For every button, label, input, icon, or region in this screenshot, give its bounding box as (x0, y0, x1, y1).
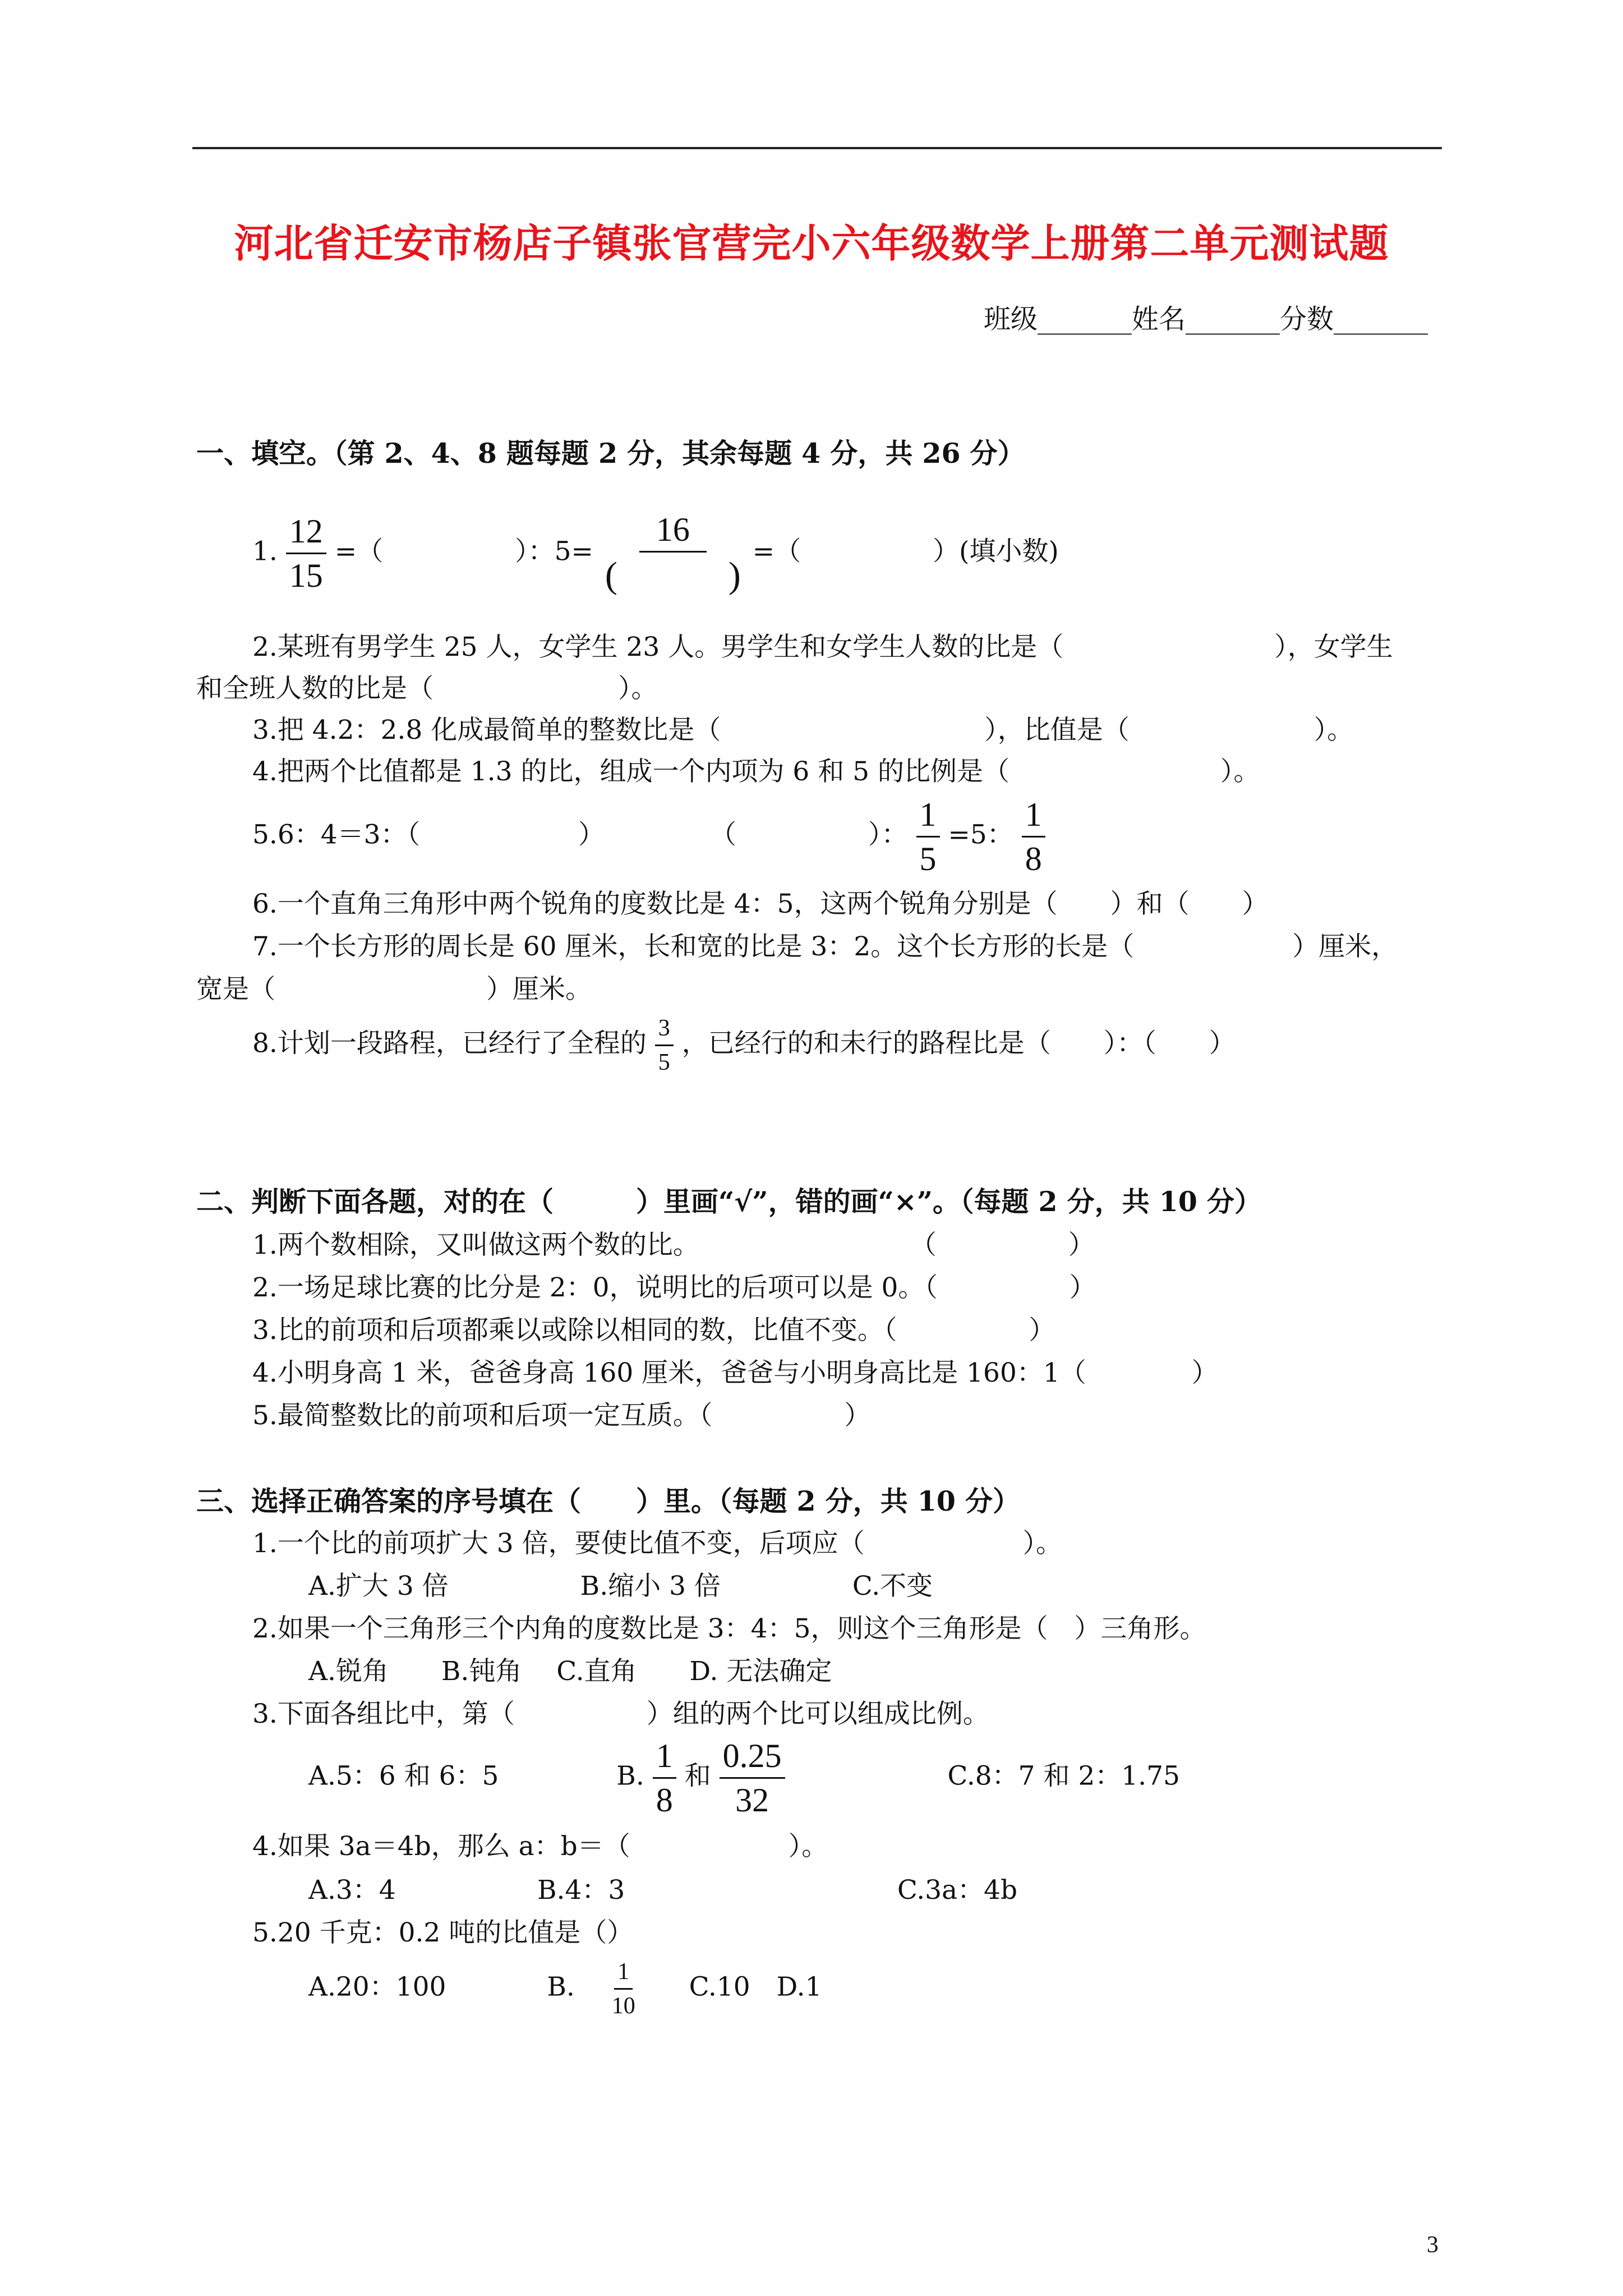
s1-q4: 4.把两个比值都是 1.3 的比，组成一个内项为 6 和 5 的比例是（ ）。 (252, 756, 1260, 787)
page-title: 河北省迁安市杨店子镇张官营完小六年级数学上册第二单元测试题 (234, 220, 1389, 266)
top-rule (192, 147, 1442, 149)
option-b: B. (616, 1760, 644, 1792)
s1-q8-left: 8.计划一段路程，已经行了全程的 (252, 1028, 647, 1059)
fraction-numerator: 1 (916, 798, 940, 838)
fraction-numerator: 16 (639, 513, 707, 553)
option-c-d: C.10 D.1 (689, 1971, 822, 2003)
section-1-heading: 一、填空。（第 2、4、8 题每题 2 分，其余每题 4 分，共 26 分） (196, 437, 1025, 470)
fraction-denominator: 5 (919, 840, 937, 877)
fraction-numerator: 0.25 (720, 1739, 785, 1779)
fraction-numerator: 1 (1022, 798, 1045, 838)
option-b: B. (547, 1971, 575, 2003)
s3-q5-options (308, 1960, 822, 2018)
fraction-denominator: 8 (656, 1782, 673, 1819)
s1-q7-line2: 宽是（ ）厘米。 (196, 974, 592, 1005)
s1-q3: 3.把 4.2：2.8 化成最简单的整数比是（ ），比值是（ ）。 (252, 715, 1354, 746)
s3-q3-options (308, 1739, 1180, 1817)
s1-q7-line1: 7.一个长方形的周长是 60 厘米，长和宽的比是 3：2。这个长方形的长是（ ）厘米， (252, 931, 1398, 962)
s3-q1: 1.一个比的前项扩大 3 倍，要使比值不变，后项应（ ）。 (252, 1528, 1063, 1559)
fraction-numerator: 1 (614, 1960, 633, 1990)
fraction-numerator: 12 (286, 514, 326, 554)
s2-item-3: 3.比的前项和后项都乘以或除以相同的数，比值不变。（ ） (252, 1315, 1055, 1346)
s2-item-1: 1.两个数相除，又叫做这两个数的比。 （ ） (252, 1230, 1095, 1260)
s2-item-5: 5.最简整数比的前项和后项一定互质。（ ） (252, 1400, 871, 1431)
s3-q1-options: A.扩大 3 倍 B.缩小 3 倍 C.不变 (308, 1571, 933, 1602)
s3-q3: 3.下面各组比中，第（ ）组的两个比可以组成比例。 (252, 1699, 989, 1729)
s2-item-2: 2.一场足球比赛的比分是 2：0，说明比的后项可以是 0。（ ） (252, 1272, 1096, 1303)
fraction-3-5 (655, 1016, 674, 1074)
s1-q8 (252, 1016, 1235, 1074)
fraction-denominator: 8 (1025, 840, 1042, 877)
section-2-heading: 二、判断下面各题，对的在（ ）里画“√”，错的画“×”。（每题 2 分，共 10 分） (196, 1185, 1262, 1218)
fraction-denominator: 32 (735, 1782, 769, 1819)
fraction-0.25-32 (720, 1739, 785, 1817)
s3-q4: 4.如果 3a＝4b，那么 a：b＝（ ）。 (252, 1831, 828, 1862)
s3-q4-option-b: B.4：3 (537, 1875, 625, 1906)
fraction-denominator: 5 (658, 1050, 670, 1075)
fraction-12-15 (286, 514, 326, 592)
fraction-1-8 (653, 1739, 676, 1817)
section-3-heading: 三、选择正确答案的序号填在（ ）里。（每题 2 分，共 10 分） (196, 1485, 1021, 1517)
option-c: C.8：7 和 2：1.75 (947, 1760, 1180, 1792)
fraction-denominator: 15 (289, 557, 323, 594)
fraction-denominator: 10 (611, 1993, 635, 2019)
fraction-16-blank (602, 513, 744, 594)
s1-q1 (252, 513, 1059, 594)
fraction-numerator: 1 (653, 1739, 676, 1779)
s1-q5-left: 5.6：4＝3：（ ） （ ）： (252, 819, 908, 850)
s3-q2: 2.如果一个三角形三个内角的度数比是 3：4：5，则这个三角形是（ ）三角形。 (252, 1613, 1206, 1644)
s1-q6: 6.一个直角三角形中两个锐角的度数比是 4：5，这两个锐角分别是（ ）和（ ） (252, 889, 1269, 919)
fraction-1-8 (1022, 798, 1045, 876)
option-a: A.20：100 (308, 1971, 446, 2003)
s1-q5 (252, 798, 1045, 876)
s3-q4-option-a: A.3：4 (308, 1875, 396, 1906)
option-a: A.5：6 和 6：5 (308, 1760, 499, 1792)
s3-q5: 5.20 千克：0.2 吨的比值是（） (252, 1917, 634, 1948)
s3-q4-option-c: C.3a：4b (897, 1875, 1018, 1906)
s1-q1-tail: =（ ）(填小数) (752, 536, 1059, 567)
s1-q2-line2: 和全班人数的比是（ ）。 (196, 673, 658, 704)
fraction-numerator: 3 (655, 1016, 674, 1046)
page-number: 3 (1427, 2232, 1438, 2258)
s2-item-4: 4.小明身高 1 米，爸爸身高 160 厘米，爸爸与小明身高比是 160：1（ ） (252, 1358, 1218, 1388)
s1-q1-middle: =（ ）：5= (334, 536, 593, 567)
s1-q2-line1: 2.某班有男学生 25 人，女学生 23 人。男学生和女学生人数的比是（ ），女学生 (252, 632, 1393, 662)
s1-q5-mid: =5： (948, 819, 1013, 850)
fraction-denominator: ( ) (605, 555, 741, 596)
s3-q2-options: A.锐角 B.钝角 C.直角 D. 无法确定 (308, 1656, 832, 1687)
option-b-and: 和 (684, 1760, 711, 1792)
s1-q1-number: 1. (252, 536, 278, 567)
student-info-line: 班级_______姓名_______分数_______ (983, 303, 1428, 335)
s1-q8-right: ，已经行的和未行的路程比是（ ）：（ ） (681, 1028, 1235, 1059)
fraction-1-5 (916, 798, 940, 876)
fraction-1-10 (608, 1960, 639, 2018)
